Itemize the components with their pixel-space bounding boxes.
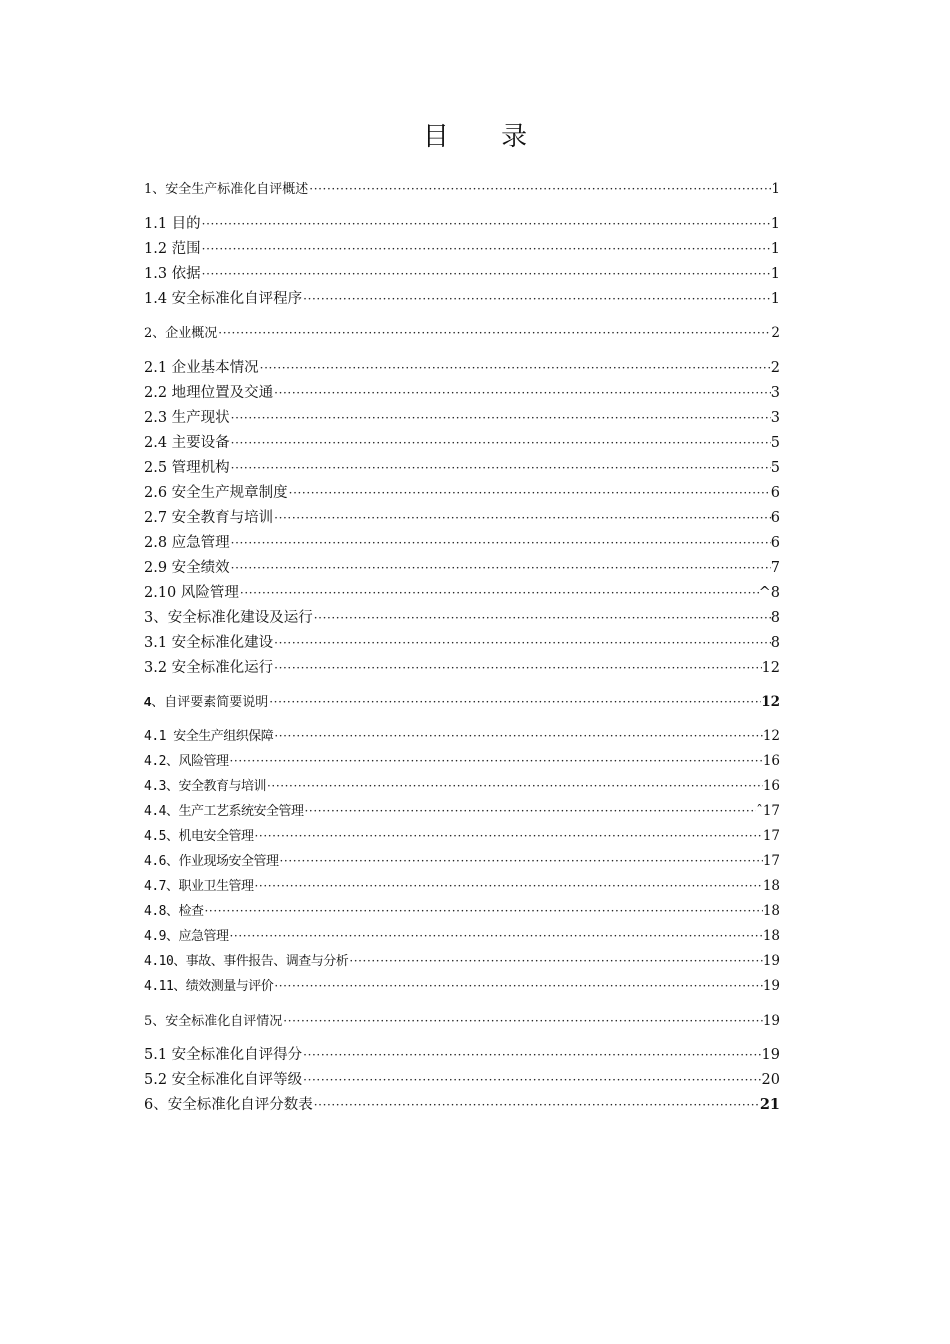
toc-entry-page: 3 (770, 410, 780, 426)
toc-entry-label: 5.2 安全标准化自评等级 (144, 1072, 303, 1088)
toc-dot-leader (228, 754, 762, 768)
toc-dot-leader (273, 979, 763, 993)
toc-entry (144, 178, 780, 200)
toc-entry-label: 3.2 安全标准化运行 (144, 660, 274, 676)
toc-entry-label: 6、安全标准化自评分数表 (144, 1097, 313, 1113)
toc-entry-page: 2 (771, 325, 780, 341)
toc-entry-label: 4.9、应急管理 (144, 929, 229, 944)
toc-entry-page: 12 (761, 694, 780, 710)
toc-entry-page: 16 (762, 753, 780, 769)
toc-entry-page: 12 (762, 728, 780, 744)
toc-entry (144, 775, 780, 797)
toc-entry-label: 2.9 安全绩效 (144, 560, 230, 576)
toc-entry-label: 2.3 生产现状 (144, 410, 230, 426)
toc-entry-page: 19 (761, 1047, 780, 1063)
toc-dot-leader (303, 804, 756, 818)
toc-entry (144, 1093, 780, 1115)
toc-entry (144, 431, 780, 453)
toc-entry-label: 2.7 安全教育与培训 (144, 510, 274, 526)
toc-entry (144, 750, 780, 772)
toc-entry (144, 606, 780, 628)
toc-entry-label: 4.3、安全教育与培训 (144, 779, 266, 794)
toc-dot-leader (273, 729, 763, 743)
toc-entry (144, 1068, 780, 1090)
toc-entry-page: 3 (770, 385, 780, 401)
toc-entry-label: 4.6、作业现场安全管理 (144, 854, 279, 869)
toc-dot-leader (278, 854, 762, 868)
toc-entry-label: 1.3 依据 (144, 266, 201, 282)
toc-entry-label: 5、安全标准化自评情况 (144, 1014, 283, 1029)
toc-entry (144, 975, 780, 997)
toc-entry-label: 4.5、机电安全管理 (144, 829, 254, 844)
toc-dot-leader (253, 879, 762, 893)
toc-dot-leader (268, 695, 761, 709)
toc-entry-page: 1 (770, 266, 780, 282)
toc-entry-page: 7 (770, 560, 780, 576)
toc-entry-page: 19 (762, 953, 780, 969)
toc-entry (144, 631, 780, 653)
toc-dot-leader (230, 536, 771, 550)
toc-entry-label: 4.7、职业卫生管理 (144, 879, 254, 894)
toc-entry (144, 356, 780, 378)
toc-entry-page: 2 (770, 360, 780, 376)
toc-entry-label: 2.8 应急管理 (144, 535, 230, 551)
toc-entry-page: 18 (762, 903, 780, 919)
toc-entry-page: 20 (761, 1072, 780, 1088)
toc-entry-label: 4.11、绩效测量与评价 (144, 979, 274, 994)
toc-entry-label: 4.10、事故、事件报告、调查与分析 (144, 954, 349, 969)
toc-dot-leader (273, 636, 771, 650)
toc-dot-leader (230, 561, 771, 575)
toc-entry-page: 6 (770, 535, 780, 551)
toc-entry (144, 556, 780, 578)
toc-entry-label: 4.2、风险管理 (144, 754, 229, 769)
toc-entry-label: 2.4 主要设备 (144, 435, 230, 451)
toc-dot-leader (313, 1098, 760, 1112)
toc-entry-page: 17 (762, 828, 780, 844)
toc-entry-page: 17 (762, 853, 780, 869)
toc-entry-page: 18 (762, 928, 780, 944)
toc-dot-leader (273, 661, 761, 675)
toc-entry-label: 3、安全标准化建设及运行 (144, 610, 313, 626)
toc-entry (144, 531, 780, 553)
toc-entry (144, 825, 780, 847)
toc-dot-leader (253, 829, 762, 843)
toc-entry-page: 16 (762, 778, 780, 794)
toc-entry-page: 1 (770, 291, 780, 307)
toc-entry-page: 1 (771, 181, 780, 197)
toc-entry (144, 925, 780, 947)
toc-entry-label: 4.8、检查 (144, 904, 204, 919)
toc-entry-label: 3.1 安全标准化建设 (144, 635, 274, 651)
toc-entry-page: 21 (759, 1096, 780, 1113)
toc-entry (144, 456, 780, 478)
toc-entry-page: ˆ17 (756, 803, 780, 819)
toc-entry (144, 287, 780, 309)
toc-entry-page: ^8 (758, 585, 780, 601)
toc-entry-label: 5.1 安全标准化自评得分 (144, 1047, 303, 1063)
toc-entry (144, 875, 780, 897)
toc-entry-label: 1、安全生产标准化自评概述 (144, 182, 309, 197)
toc-dot-leader (230, 411, 771, 425)
toc-entry-label: 1.1 目的 (144, 216, 201, 232)
toc-dot-leader (230, 461, 771, 475)
toc-entry-page: 5 (770, 435, 780, 451)
toc-entry-page: 1 (770, 216, 780, 232)
toc-entry-label: 2.6 安全生产规章制度 (144, 485, 288, 501)
toc-dot-leader (348, 954, 763, 968)
toc-entry (144, 725, 780, 747)
toc-entry (144, 481, 780, 503)
toc-entry (144, 850, 780, 872)
toc-dot-leader (217, 326, 771, 340)
toc-entry-label: 2.2 地理位置及交通 (144, 385, 274, 401)
toc-entry-label (144, 691, 268, 710)
toc-entry-page: 5 (770, 460, 780, 476)
toc-title: 目 录 (422, 122, 550, 152)
toc-entry-label: 1.4 安全标准化自评程序 (144, 291, 303, 307)
toc-entry (144, 1010, 780, 1032)
toc-entry-label: 4.1 安全生产组织保障 (144, 729, 274, 744)
toc-entry (144, 900, 780, 922)
toc-entry (144, 406, 780, 428)
toc-entry (144, 262, 780, 284)
toc-entry-page: 18 (762, 878, 780, 894)
toc-entry-page: 1 (770, 241, 780, 257)
toc-entry (144, 322, 780, 344)
toc-entry-number: 4 (144, 694, 152, 709)
toc-dot-leader (273, 386, 771, 400)
toc-entry-label: 2.10 风险管理 (144, 585, 239, 601)
toc-entry (144, 800, 780, 822)
toc-entry-label: 2、企业概况 (144, 326, 218, 341)
toc-dot-leader (282, 1014, 763, 1028)
toc-dot-leader (302, 292, 771, 306)
toc-dot-leader (239, 586, 759, 600)
toc-dot-leader (302, 1073, 761, 1087)
toc-dot-leader (201, 267, 771, 281)
toc-dot-leader (266, 779, 763, 793)
toc-dot-leader (308, 182, 771, 196)
toc-entry-page: 6 (770, 510, 780, 526)
toc-entry (144, 1043, 780, 1065)
toc-entry (144, 381, 780, 403)
toc-dot-leader (230, 436, 771, 450)
toc-entry (144, 506, 780, 528)
toc-entry (144, 237, 780, 259)
toc-dot-leader (201, 242, 771, 256)
toc-entry-page: 19 (762, 1013, 780, 1029)
toc-entry-label: 2.5 管理机构 (144, 460, 230, 476)
toc-entry (144, 581, 780, 603)
toc-dot-leader (302, 1048, 761, 1062)
toc-entry-label: 4.4、生产工艺系统安全管理 (144, 804, 304, 819)
toc-entry (144, 656, 780, 678)
toc-dot-leader (201, 217, 771, 231)
toc-entry-label: 1.2 范围 (144, 241, 201, 257)
toc-entry (144, 212, 780, 234)
toc-entry-page: 6 (770, 485, 780, 501)
toc-entry-page: 8 (770, 635, 780, 651)
toc-entry (144, 691, 780, 713)
toc-entry-page: 12 (761, 660, 780, 676)
toc-entry (144, 950, 780, 972)
toc-dot-leader (228, 929, 762, 943)
toc-entry-page: 19 (762, 978, 780, 994)
toc-entry-page: 8 (770, 610, 780, 626)
toc-entry-text: 、自评要素简要说明 (151, 695, 269, 710)
toc-dot-leader (273, 511, 771, 525)
toc-entry-label: 2.1 企业基本情况 (144, 360, 259, 376)
toc-dot-leader (203, 904, 762, 918)
toc-dot-leader (259, 361, 771, 375)
toc-dot-leader (288, 486, 771, 500)
toc-dot-leader (313, 611, 771, 625)
